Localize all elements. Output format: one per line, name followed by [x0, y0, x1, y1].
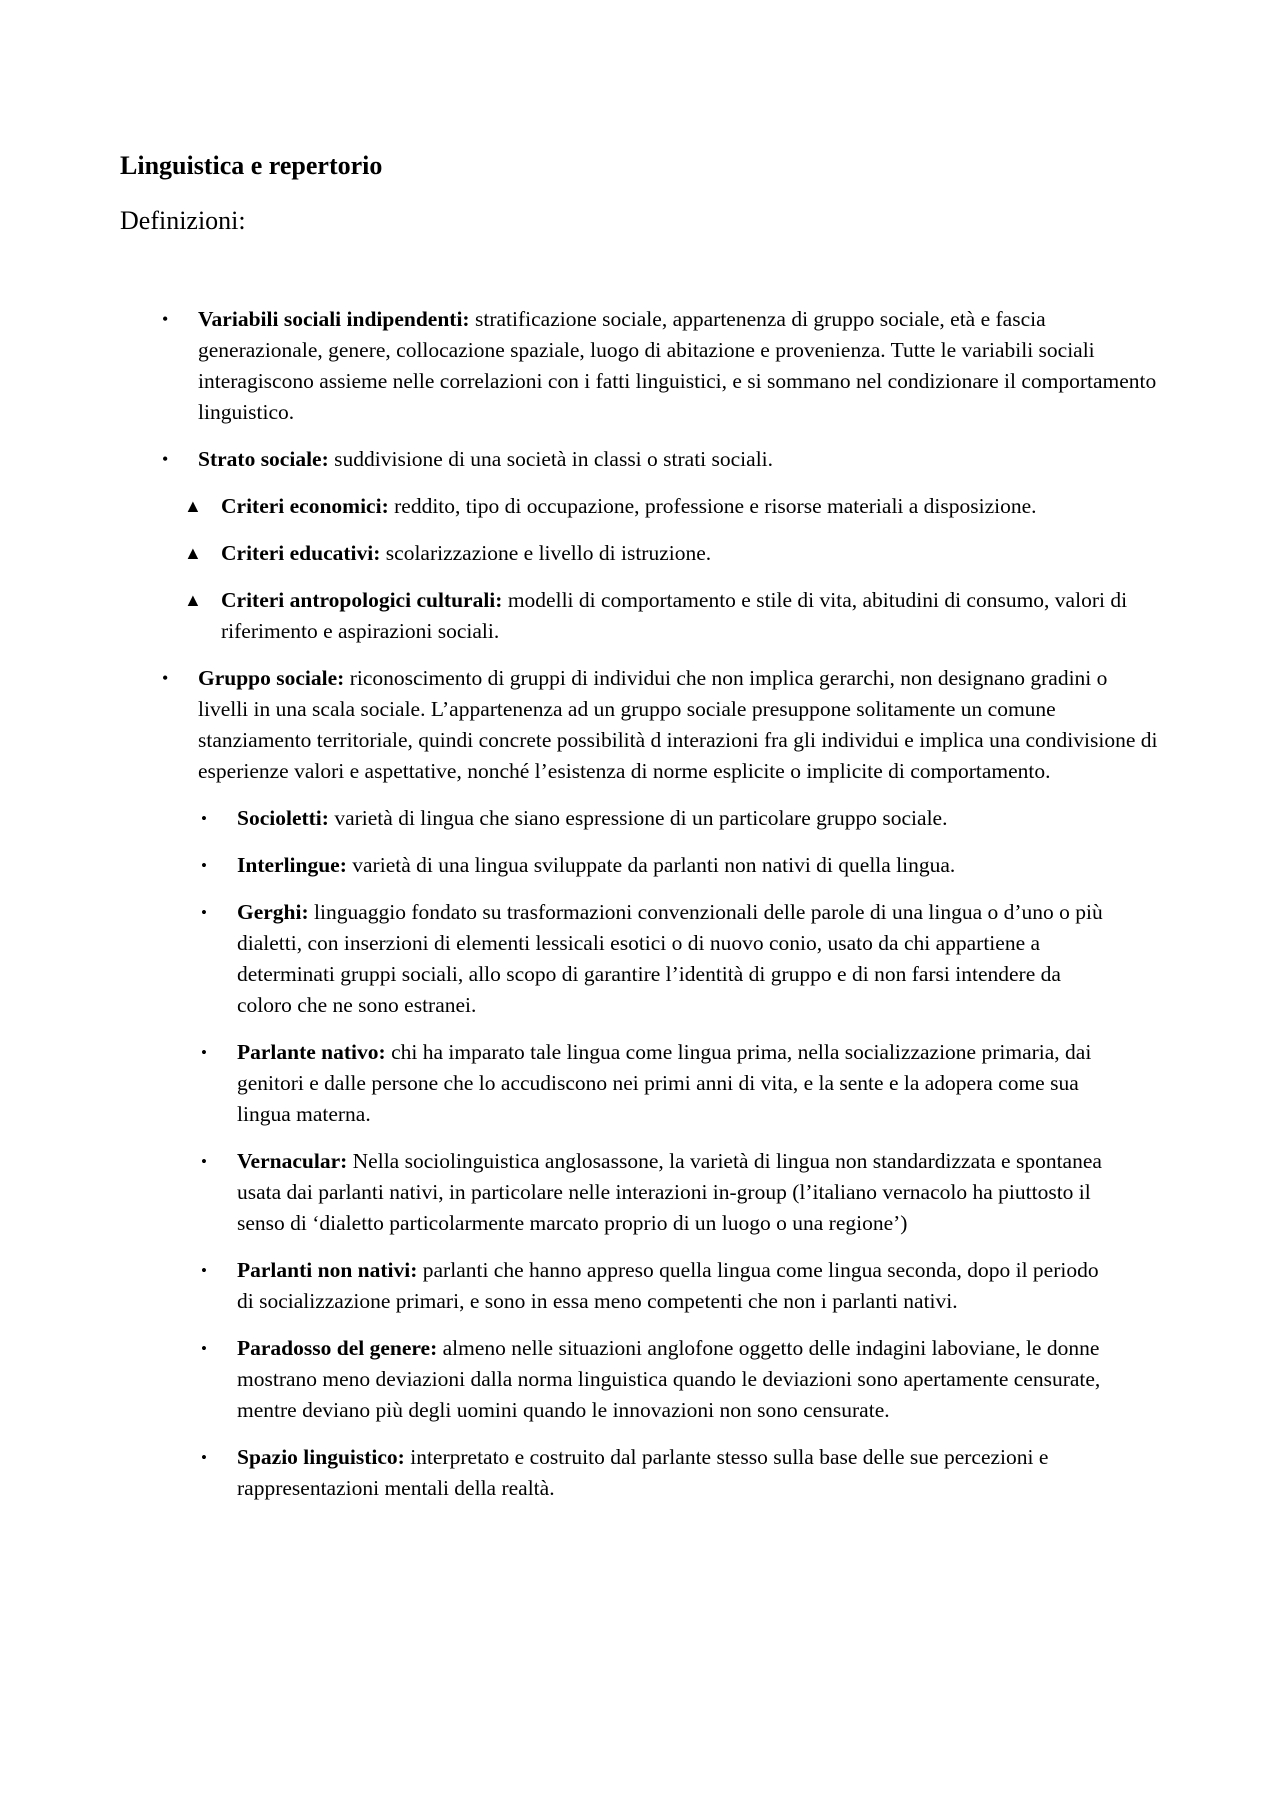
list-item [201, 803, 1117, 834]
definition-body: stratificazione sociale, appartenenza di gruppo sociale, età e fascia generazionale, genere, collocazione spaziale, luogo di abitazione e provenienza. Tutte le variabili sociali interagiscono assieme nelle correlazioni con i fatti linguistici, e si sommano nel condizionare il comportamento linguistico. [198, 307, 1157, 424]
definition-text [237, 1037, 1117, 1130]
definition-body: modelli di comportamento e stile di vita, abitudini di consumo, valori di riferimento e aspirazioni sociali. [221, 588, 1128, 643]
list-item [201, 897, 1117, 1021]
definition-text [198, 663, 1158, 787]
definition-body: reddito, tipo di occupazione, professione e risorse materiali a disposizione. [388, 494, 1037, 518]
definition-body: chi ha imparato tale lingua come lingua prima, nella socializzazione primaria, dai genitori e dalle persone che lo accudiscono nei primi anni di vita, e la sente e la adopera come sua lingua materna. [237, 1040, 1092, 1126]
definition-text [237, 1333, 1117, 1426]
list-item [201, 1333, 1117, 1426]
definition-term: Criteri economici: [221, 494, 389, 518]
list-item [201, 1146, 1117, 1239]
triangle-bullet-icon: ▲ [184, 590, 202, 610]
definition-term: Socioletti: [237, 806, 329, 830]
definition-term: Criteri antropologici culturali: [221, 588, 503, 612]
definition-term: Parlanti non nativi: [237, 1258, 418, 1282]
definition-body: suddivisione di una società in classi o strati sociali. [328, 447, 774, 471]
definition-text [198, 444, 1158, 475]
definition-body: varietà di lingua che siano espressione di un particolare gruppo sociale. [328, 806, 948, 830]
definition-body: scolarizzazione e livello di istruzione. [380, 541, 712, 565]
list-item [162, 444, 1158, 475]
definition-text [237, 1255, 1117, 1317]
definition-term: Spazio linguistico: [237, 1445, 405, 1469]
definition-body: almeno nelle situazioni anglofone oggetto delle indagini laboviane, le donne mostrano meno deviazioni dalla norma linguistica quando le deviazioni sono apertamente censurate, mentre deviano più degli uomini quando le innovazioni non sono censurate. [237, 1336, 1101, 1422]
bullet-icon: • [201, 809, 207, 828]
bullet-icon: • [162, 668, 169, 688]
list-item [201, 1037, 1117, 1130]
definition-term: Criteri educativi: [221, 541, 381, 565]
triangle-bullet-icon: ▲ [184, 543, 202, 563]
definition-body: linguaggio fondato su trasformazioni convenzionali delle parole di una lingua o d’uno o più dialetti, con inserzioni di elementi lessicali esotici o di nuovo conio, usato da chi appartiene a determinati gruppi sociali, allo scopo di garantire l’identità di gruppo e di non farsi intendere da coloro che ne sono estranei. [237, 900, 1103, 1017]
bullet-icon: • [201, 1448, 207, 1467]
list-item [201, 850, 1117, 881]
definition-text [237, 1442, 1117, 1504]
bullet-icon: • [201, 1339, 207, 1358]
definition-term: Variabili sociali indipendenti: [198, 307, 470, 331]
list-item [184, 491, 1158, 522]
definition-text [237, 897, 1117, 1021]
definition-text [221, 585, 1158, 647]
definitions-list [0, 304, 1280, 1520]
document-title: Linguistica e repertorio [120, 151, 383, 180]
definition-body: Nella sociolinguistica anglosassone, la varietà di lingua non standardizzata e spontanea usata dai parlanti nativi, in particolare nelle interazioni in-group (l’italiano vernacolo ha piuttosto il senso di ‘dialetto particolarmente marcato proprio di un luogo o una regione’) [237, 1149, 1102, 1235]
definition-text [237, 803, 1117, 834]
bullet-icon: • [201, 1043, 207, 1062]
list-item [201, 1442, 1117, 1504]
bullet-icon: • [201, 903, 207, 922]
bullet-icon: • [201, 1152, 207, 1171]
definition-text [221, 491, 1158, 522]
list-item [201, 1255, 1117, 1317]
definition-term: Interlingue: [237, 853, 347, 877]
list-item [162, 663, 1158, 787]
definition-body: parlanti che hanno appreso quella lingua come lingua seconda, dopo il periodo di socializzazione primari, e sono in essa meno competenti che non i parlanti nativi. [237, 1258, 1099, 1313]
definition-body: interpretato e costruito dal parlante stesso sulla base delle sue percezioni e rappresentazioni mentali della realtà. [237, 1445, 1049, 1500]
definition-term: Vernacular: [237, 1149, 348, 1173]
list-item [184, 538, 1158, 569]
definition-text [237, 1146, 1117, 1239]
list-item [162, 304, 1158, 428]
definition-term: Strato sociale: [198, 447, 329, 471]
definition-text [221, 538, 1158, 569]
triangle-bullet-icon: ▲ [184, 496, 202, 516]
bullet-icon: • [162, 449, 169, 469]
definition-term: Gruppo sociale: [198, 666, 345, 690]
section-subtitle: Definizioni: [120, 206, 246, 235]
definition-body: riconoscimento di gruppi di individui che non implica gerarchi, non designano gradini o livelli in una scala sociale. L’appartenenza ad un gruppo sociale presuppone solitamente un comune stanziamento territoriale, quindi concrete possibilità d interazioni fra gli individui e implica una condivisione di esperienze valori e aspettative, nonché l’esistenza di norme esplicite o implicite di comportamento. [198, 666, 1158, 783]
definition-text [198, 304, 1158, 428]
definition-text [237, 850, 1117, 881]
definition-term: Paradosso del genere: [237, 1336, 438, 1360]
bullet-icon: • [201, 856, 207, 875]
definition-term: Gerghi: [237, 900, 309, 924]
definition-body: varietà di una lingua sviluppate da parlanti non nativi di quella lingua. [346, 853, 956, 877]
bullet-icon: • [201, 1261, 207, 1280]
list-item [184, 585, 1158, 647]
bullet-icon: • [162, 309, 169, 329]
definition-term: Parlante nativo: [237, 1040, 386, 1064]
